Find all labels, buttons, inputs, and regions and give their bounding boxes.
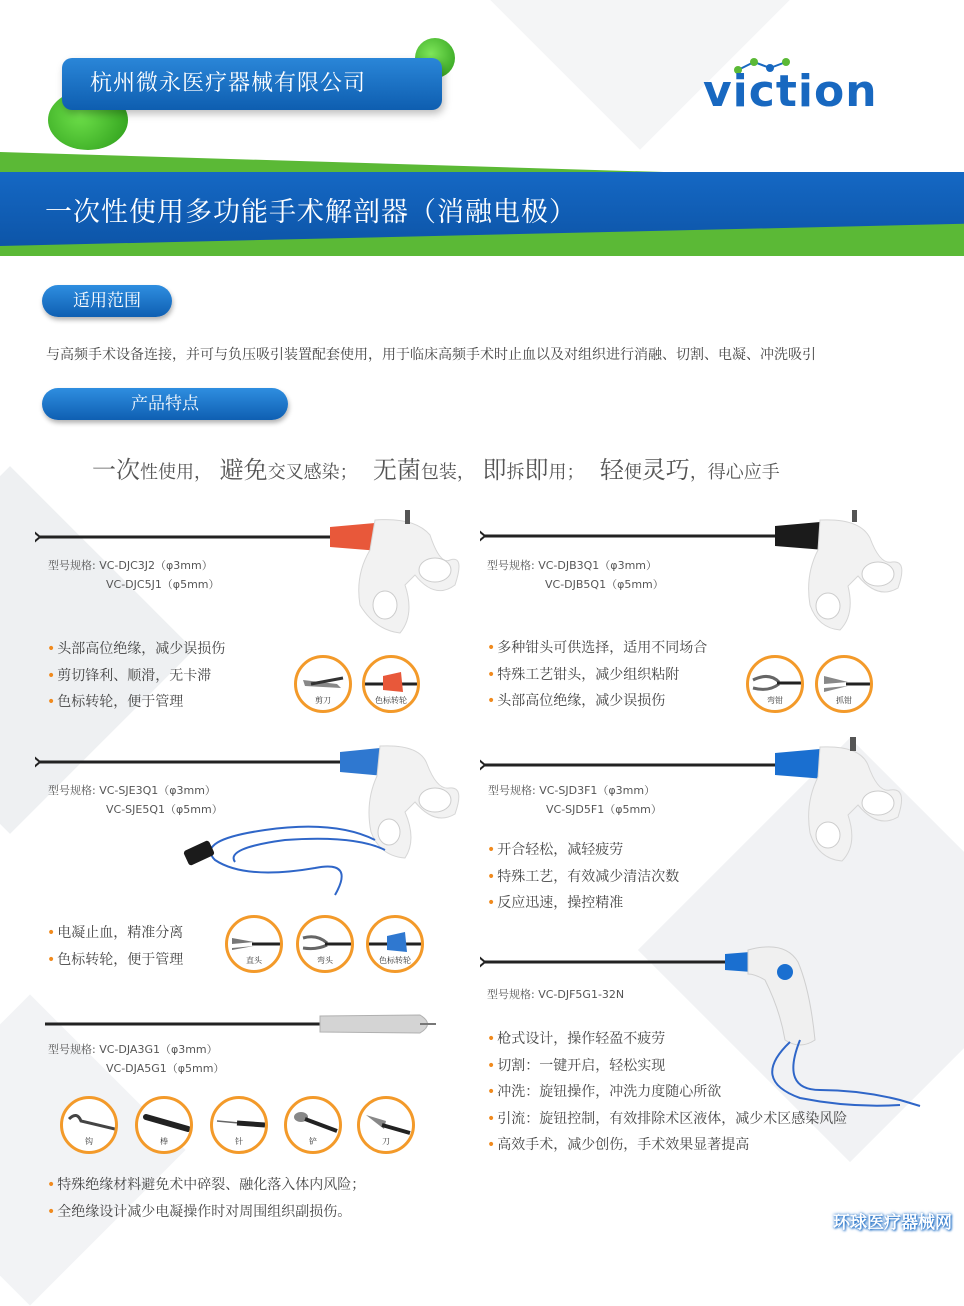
needle-icon (210, 1096, 268, 1154)
bullet-item: • 色标转轮，便于管理 (47, 689, 225, 716)
bullet-item: • 切割：一键开启，轻松实现 (487, 1053, 847, 1080)
bullet-item: • 枪式设计，操作轻盈不疲劳 (487, 1026, 847, 1053)
spatula-icon (284, 1096, 342, 1154)
section-label-features: 产品特点 (42, 388, 288, 420)
icon-label: 直头 (246, 956, 262, 965)
spec-model: VC-DJA3G1（φ3mm） (99, 1043, 218, 1056)
bullet-item: • 色标转轮，便于管理 (47, 947, 183, 974)
slogan (92, 450, 780, 485)
bullet-item: • 冲洗：旋钮操作，冲洗力度随心所欲 (487, 1079, 847, 1106)
slogan-small: 包装， (420, 462, 475, 483)
bullet-item: • 全绝缘设计减少电凝操作时对周围组织副损伤。 (47, 1199, 365, 1226)
curved-forceps-icon (746, 655, 804, 713)
scissors-icon (294, 655, 352, 713)
icon-label: 刀 (382, 1137, 390, 1146)
slogan-small: 性使用， (140, 462, 212, 483)
product-bullets (487, 635, 707, 715)
slogan-small: 拆 (506, 462, 525, 483)
spec-model: VC-SJE3Q1（φ3mm） (99, 784, 216, 797)
slogan-big: 无菌 (372, 456, 421, 484)
product-spec (487, 556, 664, 594)
watermark: 环球医疗器械网 (833, 1213, 952, 1233)
brand-logo: viction (703, 66, 878, 117)
icon-label: 钩 (85, 1137, 93, 1146)
icon-label: 色标转轮 (379, 956, 411, 965)
product-image-electrode-scissors (35, 740, 465, 900)
slogan-big: 即 (482, 456, 507, 484)
spec-model: VC-SJE5Q1（φ5mm） (106, 803, 223, 816)
icon-label: 针 (235, 1137, 243, 1146)
icon-label: 抓钳 (836, 696, 852, 705)
straight-head-icon (225, 915, 283, 973)
spec-model: VC-DJA5G1（φ5mm） (106, 1062, 225, 1075)
bullet-item: • 引流：旋钮控制，有效排除术区液体，减少术区感染风险 (487, 1106, 847, 1133)
slogan-small: 交叉感染； (267, 462, 358, 483)
product-bullets (47, 920, 183, 973)
slogan-big: 即 (524, 456, 549, 484)
slogan-small: 便 (623, 462, 642, 483)
bullet-item: • 头部高位绝缘，减少误损伤 (487, 688, 707, 715)
slogan-big: 轻 (599, 456, 624, 484)
product-spec (48, 1040, 224, 1078)
color-wheel-icon (362, 655, 420, 713)
bullet-item: • 剪切锋利、顺滑，无卡滞 (47, 663, 225, 690)
spec-model: VC-DJF5G1-32N (538, 988, 625, 1001)
spec-label: 型号规格: (48, 784, 96, 797)
product-bullets (47, 636, 225, 716)
slogan-big: 一次 (92, 456, 140, 484)
bullet-item: • 特殊绝缘材料避免术中碎裂、融化落入体内风险； (47, 1172, 365, 1199)
spec-model: VC-DJB5Q1（φ5mm） (545, 578, 664, 591)
company-name-banner: 杭州微永医疗器械有限公司 (62, 58, 442, 110)
bullet-item: • 多种钳头可供选择，适用不同场合 (487, 635, 707, 662)
slogan-small: ，得心应手 (689, 462, 780, 483)
product-spec (488, 781, 662, 819)
knife-icon (357, 1096, 415, 1154)
bullet-item: • 开合轻松，减轻疲劳 (487, 837, 679, 864)
scope-text: 与高频手术设备连接，并可与负压吸引装置配套使用，用于临床高频手术时止血以及对组织进行消融、切割、电凝、冲洗吸引 (46, 347, 816, 363)
slogan-big: 灵巧 (641, 456, 690, 484)
product-image-rod-electrode (40, 1010, 440, 1040)
spec-label: 型号规格: (48, 1043, 96, 1056)
spec-model: VC-SJD3F1（φ3mm） (539, 784, 656, 797)
product-spec (48, 781, 223, 819)
bullet-item: • 高效手术，减少创伤，手术效果显著提高 (487, 1132, 847, 1159)
spec-model: VC-DJC5J1（φ5mm） (106, 578, 220, 591)
section-label-scope: 适用范围 (42, 285, 172, 317)
icon-label: 铲 (309, 1137, 317, 1146)
grasper-icon (815, 655, 873, 713)
icon-label: 剪刀 (315, 696, 331, 705)
bullet-item: • 电凝止血，精准分离 (47, 920, 183, 947)
spec-model: VC-DJB3Q1（φ3mm） (538, 559, 657, 572)
icon-label: 棒 (160, 1137, 168, 1146)
color-wheel-icon (366, 915, 424, 973)
page-title: 一次性使用多功能手术解剖器（消融电极） (45, 197, 577, 228)
rod-icon (135, 1096, 193, 1154)
spec-label: 型号规格: (487, 559, 535, 572)
product-spec (487, 985, 624, 1004)
bullet-item: • 特殊工艺，有效减少清洁次数 (487, 864, 679, 891)
product-bullets (47, 1172, 365, 1225)
product-bullets (487, 837, 679, 917)
icon-label: 色标转轮 (375, 696, 407, 705)
slogan-small: 用； (548, 462, 585, 483)
slogan-big: 避免 (219, 456, 268, 484)
icon-label: 弯头 (317, 956, 333, 965)
bullet-item: • 特殊工艺钳头，减少组织粘附 (487, 662, 707, 689)
hook-icon (60, 1096, 118, 1154)
bullet-item: • 反应迅速，操控精准 (487, 890, 679, 917)
spec-label: 型号规格: (488, 784, 536, 797)
spec-label: 型号规格: (487, 988, 535, 1001)
spec-label: 型号规格: (48, 559, 96, 572)
curved-head-icon (296, 915, 354, 973)
product-spec (48, 556, 220, 594)
spec-model: VC-SJD5F1（φ5mm） (546, 803, 662, 816)
product-bullets (487, 1026, 847, 1159)
spec-model: VC-DJC3J2（φ3mm） (99, 559, 213, 572)
icon-label: 弯钳 (767, 696, 783, 705)
bullet-item: • 头部高位绝缘，减少误损伤 (47, 636, 225, 663)
